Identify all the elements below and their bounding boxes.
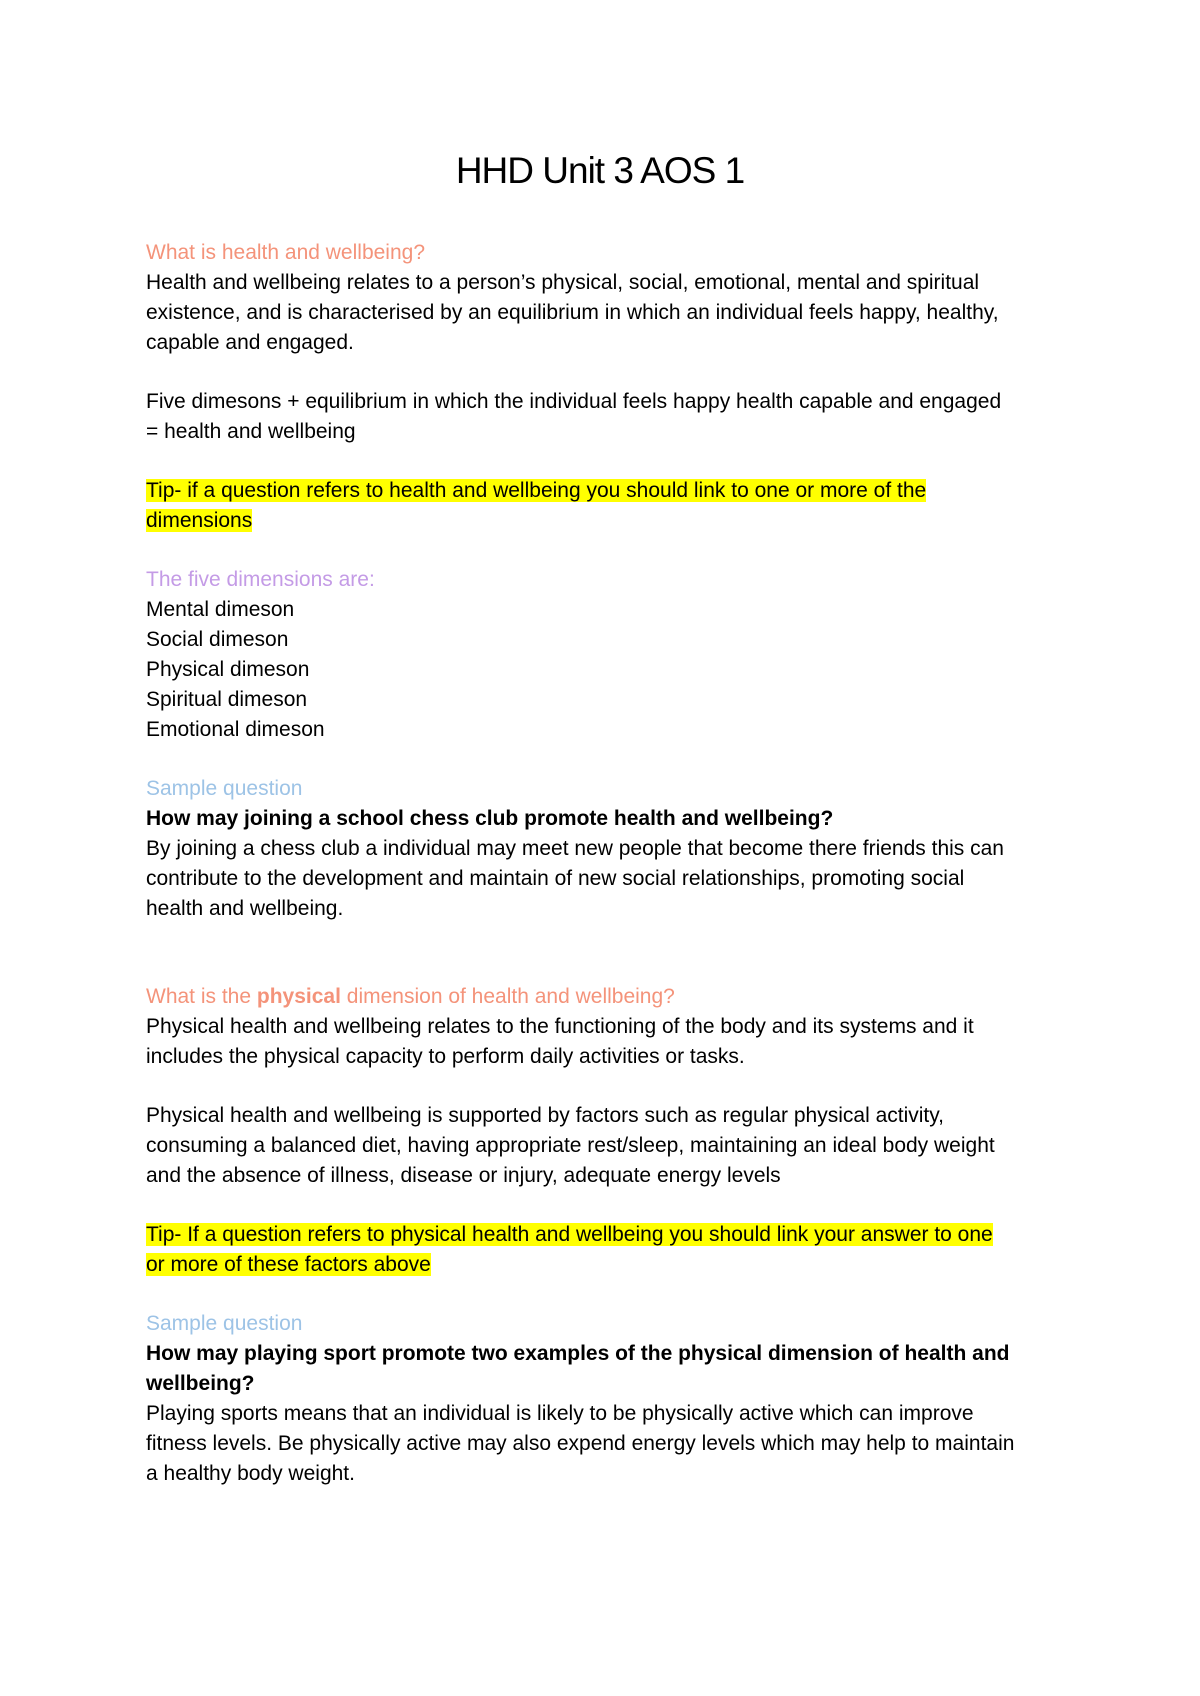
sample-answer-line: a healthy body weight. (146, 1462, 355, 1485)
dimension-item: Emotional dimeson (146, 718, 325, 741)
factors-line: Physical health and wellbeing is supported by factors such as regular physical activity, (146, 1104, 945, 1127)
sample-question-1 (146, 774, 1076, 924)
dimensions-heading: The five dimensions are: (146, 568, 375, 591)
sample-question-2 (146, 1309, 1076, 1489)
sample-question-text: wellbeing? (146, 1372, 255, 1395)
definition-line: Physical health and wellbeing relates to the functioning of the body and its systems and it (146, 1015, 974, 1038)
section-heading: What is health and wellbeing? (146, 241, 426, 264)
definition-line: Health and wellbeing relates to a person’s physical, social, emotional, mental and spiritual (146, 271, 980, 294)
factors-line: consuming a balanced diet, having appropriate rest/sleep, maintaining an ideal body weight (146, 1134, 995, 1157)
section-physical-dimension (146, 982, 1076, 1072)
sample-heading: Sample question (146, 1312, 303, 1335)
factors-block (146, 1101, 1076, 1191)
sample-answer-line: By joining a chess club a individual may meet new people that become there friends this can (146, 837, 1004, 860)
tip-line: Tip- If a question refers to physical health and wellbeing you should link your answer to one (146, 1223, 993, 1246)
sample-answer-line: fitness levels. Be physically active may also expend energy levels which may help to maintain (146, 1432, 1015, 1455)
sample-question-text: How may joining a school chess club promote health and wellbeing? (146, 807, 834, 830)
equation-block (146, 387, 1076, 447)
sample-heading: Sample question (146, 777, 303, 800)
dimension-item: Physical dimeson (146, 658, 310, 681)
heading-part: dimension of health and wellbeing? (340, 985, 675, 1008)
tip-line: dimensions (146, 509, 253, 532)
dimension-item: Spiritual dimeson (146, 688, 308, 711)
tip-line: Tip- if a question refers to health and wellbeing you should link to one or more of the (146, 479, 927, 502)
definition-line: existence, and is characterised by an equilibrium in which an individual feels happy, healthy, (146, 301, 999, 324)
factors-line: and the absence of illness, disease or injury, adequate energy levels (146, 1164, 781, 1187)
definition-line: capable and engaged. (146, 331, 354, 354)
dimension-item: Social dimeson (146, 628, 289, 651)
equation-line: = health and wellbeing (146, 420, 356, 443)
dimensions-list (146, 565, 1076, 745)
page-title: HHD Unit 3 AOS 1 (455, 150, 745, 191)
heading-bold-part: physical (256, 985, 341, 1008)
sample-answer-line: contribute to the development and maintain of new social relationships, promoting social (146, 867, 965, 890)
tip-line: or more of these factors above (146, 1253, 431, 1276)
definition-line: includes the physical capacity to perform daily activities or tasks. (146, 1045, 745, 1068)
dimension-item: Mental dimeson (146, 598, 295, 621)
tip-block (146, 476, 1076, 536)
heading-part: What is the (146, 985, 257, 1008)
sample-question-text: How may playing sport promote two examples of the physical dimension of health and (146, 1342, 1010, 1365)
sample-answer-line: Playing sports means that an individual is likely to be physically active which can improve (146, 1402, 974, 1425)
equation-line: Five dimesons + equilibrium in which the individual feels happy health capable and engaged (146, 390, 1002, 413)
tip-block (146, 1220, 1076, 1280)
sample-answer-line: health and wellbeing. (146, 897, 344, 920)
section-heading (146, 982, 1076, 1012)
section-health-wellbeing (146, 238, 1076, 358)
